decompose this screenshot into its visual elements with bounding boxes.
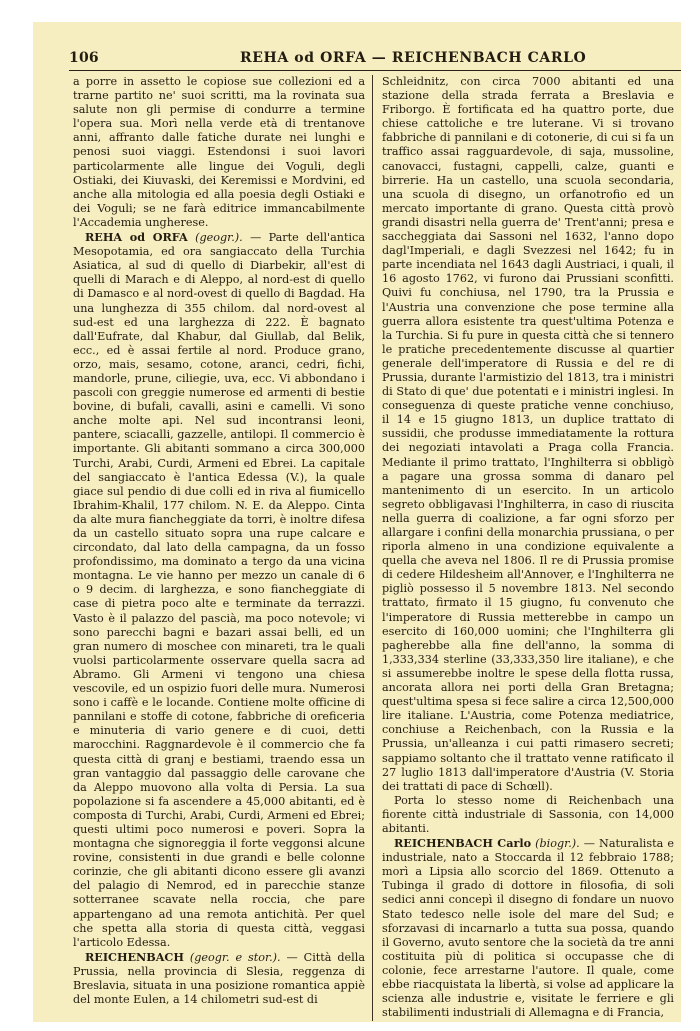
paragraph-continuation: a porre in assetto le copiose sue collezioni ed a trarne partito ne' suoi scritti, ma la rovinata sua salute non gli permise di condurre a termine l'opera sua. Morì nella verde età di trentanove anni, affranto dalle fatiche durate nei lunghi e penosi suoi viaggi. Estendonsi i suoi lavori particolarmente alle lingue dei Voguli, degli Ostiaki, dei Kiuvaski, dei Keremissi e Mordvini, ed anche alla mitologia ed alla poesia degli Ostiaki e dei Voguli; se ne farà editrice immancabilmente l'Accademia ungherese. [73, 75, 365, 229]
entry-headword: REICHENBACH Carlo [394, 836, 532, 851]
left-column [73, 75, 365, 1007]
entry-category: (geogr. e stor.). [189, 950, 281, 964]
entry-category: (geogr.). [195, 231, 243, 245]
column-divider [372, 75, 373, 1021]
entry-reichenbach-city [73, 950, 365, 1007]
entry-reichenbach-carlo [382, 836, 674, 1020]
running-title: REHA od ORFA — REICHENBACH CARLO [240, 50, 587, 66]
entry-category: (biogr.). [535, 837, 580, 851]
right-column [382, 75, 674, 1020]
entry-body: — Parte dell'antica Mesopotamia, ed ora sangiaccato della Turchia Asiatica, al sud di quello di Diarbekir, all'est di quelli di Marach e di Aleppo, al nord-est di quello di Damasco e al nord-ovest di quello di Bagdad. Ha una lunghezza di 355 chilom. dal nord-ovest al sud-est ed una larghezza di 222. È bagnato dall'Eufrate, dal Khabur, dal Giullab, dal Belik, ecc., ed è assai fertile al nord. Produce grano, orzo, mais, sesamo, cotone, aranci, cedri, fichi, mandorle, prune, ciliegie, uva, ecc. Vi abbondano i pascoli con greggie numerose ed armenti di bestie bovine, di bufali, cavalli, asini e camelli. Vi sono anche molte api. Nel sud incontransi leoni, pantere, sciacalli, gazzelle, antilopi. Il commercio è importante. Gli abitanti sommano a circa 300,000 Turchi, Arabi, Curdi, Armeni ed Ebrei. La capitale del sangiaccato è l'antica Edessa (V.), la quale giace sul pendio di due colli ed in riva al fiumicello Ibrahim-Khalil, 177 chilom. N. E. da Aleppo. Cinta da alte mura fiancheggiate da torri, è inoltre difesa da un castello situato sopra una rupe calcare e circondato, dal lato della campagna, da un fosso profondissimo, ma dominato a tergo da una vicina montagna. Le vie hanno per mezzo un canale di 6 o 9 decim. di larghezza, e sono fiancheggiate di case di pietra poco alte e terminate da terrazzi. Vasto è il palazzo del pascià, ma poco notevole; vi sono parecchi bagni e bazari assai belli, ed un gran numero di moschee con minareti, tra le quali vuolsi particolarmente osservare quella sacra ad Abramo. Gli Armeni vi tengono una chiesa vescovile, ed un ospizio fuori delle mura. Numerosi sono i caffè e le locande. Contiene molte officine di pannilani e stoffe di cotone, fabbriche di oreficeria e minuteria di vario genere e di cuoi, detti marocchini. Raggnardevole è il commercio che fa questa città di granj e bestiami, traendo essa un gran vantaggio dal passaggio delle carovane che da Aleppo muovono alla volta di Persia. La sua popolazione si fa ascendere a 45,000 abitanti, ed è composta di Turchi, Arabi, Curdi, Armeni ed Ebrei; questi ultimi poco numerosi e poveri. Sopra la montagna che signoreggia il forte veggonsi alcune rovine, consistenti in due grandi e belle colonne corinzie, che gli abitanti dicono essere gli avanzi del palagio di Nemrod, ed in parecchie stanze sotterranee scavate nella roccia, che pare appartengano ad una remota antichità. Per quel che spetta alla storia di questa città, veggasi l'articolo Edessa. [73, 231, 366, 949]
header-rule [69, 70, 681, 71]
entry-body: — Città della Prussia, nella provincia di Slesia, reggenza di Breslavia, situata in una posizione romantica appiè del monte Eulen, a 14 chilometri sud-est di [73, 950, 365, 1007]
entry-body: — Naturalista e industriale, nato a Stoccarda il 12 febbraio 1788; morì a Lipsia allo scorcio del 1869. Ottenuto a Tubinga il grado di dottore in filosofia, di soli sedici anni concepì il disegno di fondare un nuovo Stato tedesco nelle isole del mare del Sud; e sforzavasi di incarnarlo a tutta sua possa, quando il Governo, avuto sentore che la società da tre anni costituita più di politica si occupasse che di colonie, fece arrestarne l'autore. Il quale, come ebbe riacquistata la libertà, si volse ad applicare la scienza alle industrie e, visitate le ferriere e gli stabilimenti industriali di Allemagna e di Francia, [382, 837, 674, 1020]
page-number: 106 [69, 50, 99, 66]
paragraph-saxony: Porta lo stesso nome di Reichenbach una fiorente città industriale di Sassonia, con 14,000 abitanti. [382, 793, 674, 835]
paragraph-continuation: Schleidnitz, con circa 7000 abitanti ed una stazione della strada ferrata a Breslavia e Friborgo. È fortificata ed ha quattro porte, due chiese cattoliche e tre luterane. Vi si trovano fabbriche di pannilani e di cotonerie, di cui si fa un traffico assai ragguardevole, di saja, mussoline, canovacci, fustagni, cappelli, calze, guanti e birrerie. Ha un castello, una scuola secondaria, una scuola di disegno, un orfanotrofio ed un mercato importante di grano. Questa città provò grandi disastri nella guerra de' Trent'anni; presa e saccheggiata dai Sassoni nel 1632, l'anno dopo dagl'Imperiali, e dagli Svezzesi nel 1642; fu in parte incendiata nel 1643 dagli Austriaci, i quali, il 16 agosto 1762, vi furono dai Prussiani sconfitti. Quivi fu conchiusa, nel 1790, tra la Prussia e l'Austria una convenzione che pose termine alla guerra allora esistente tra quest'ultima Potenza e la Turchia. Si fu pure in questa città che si tennero le pratiche precedentemente discusse al quartier generale dell'imperatore di Russia e del re di Prussia, durante l'armistizio del 1813, tra i ministri di Stato di que' due potentati e i ministri inglesi. In conseguenza di queste pratiche venne conchiuso, il 14 e 15 giugno 1813, un duplice trattato di sussidii, che produsse immediatamente la rottura dei negoziati intavolati a Praga colla Francia. Mediante il primo trattato, l'Inghilterra si obbligò a pagare una grossa somma di danaro pel mantenimento di un esercito. In un articolo segreto obbligavasi l'Inghilterra, in caso di riuscita nella guerra di coalizione, a far ogni sforzo per allargare i confini della monarchia prussiana, o per riporla almeno in una condizione equivalente a quella che aveva nel 1806. Il re di Prussia promise di cedere Hildesheim all'Annover, e l'Inghilterra ne pigliò possesso il 5 novembre 1813. Nel secondo trattato, firmato il 15 giugno, fu convenuto che l'imperatore di Russia metterebbe in campo un esercito di 160,000 uomini; che l'Inghilterra gli pagherebbe alla fine dell'anno, la somma di 1,333,334 sterline (33,333,350 lire italiane), e che si assumerebbe inoltre le spese della flotta russa, ancorata allora nei porti della Gran Bretagna; quest'ultima spesa si fece salire a circa 12,500,000 lire italiane. L'Austria, come Potenza mediatrice, conchiuse a Reichenbach, con la Russia e la Prussia, un'alleanza i cui patti rimasero secreti; sappiamo soltanto che il trattato venne ratificato il 27 luglio 1813 dall'imperatore d'Austria (V. Storia dei trattati di pace di Schœll). [382, 75, 674, 793]
entry-reha [73, 230, 365, 950]
entry-headword: REICHENBACH [85, 949, 184, 964]
entry-headword: REHA od ORFA [85, 230, 188, 245]
book-page [33, 22, 681, 1022]
